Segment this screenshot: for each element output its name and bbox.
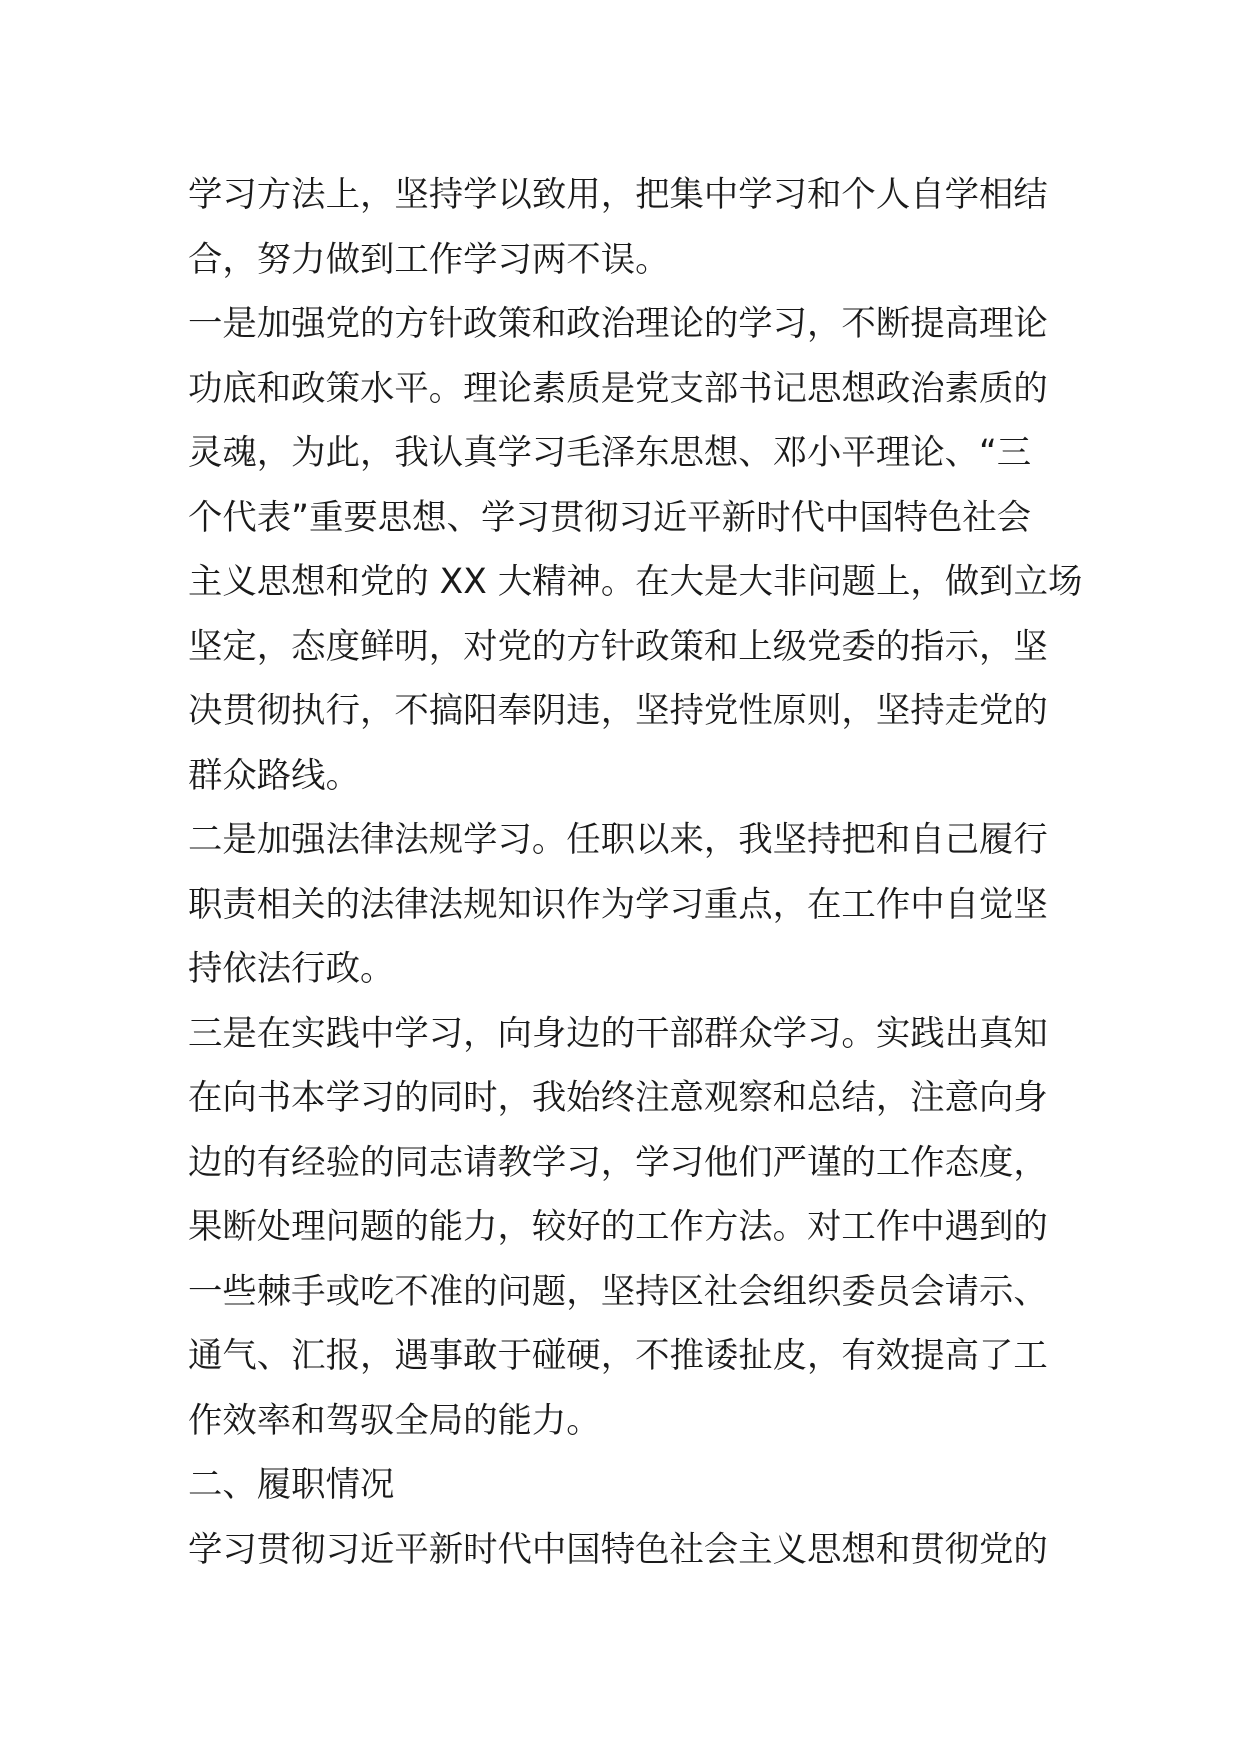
text-line: 边的有经验的同志请教学习，学习他们严谨的工作态度， [188, 1142, 1048, 1183]
text-line: 一是加强党的方针政策和政治理论的学习，不断提高理论 [188, 304, 1048, 344]
text-line: 群众路线。 [188, 755, 360, 796]
text-line: 个代表”重要思想、学习贯彻习近平新时代中国特色社会 [188, 497, 1032, 538]
document-body-text [188, 163, 1083, 1582]
text-line: 作效率和驾驭全局的能力。 [188, 1400, 601, 1441]
text-line: 职责相关的法律法规知识作为学习重点，在工作中自觉坚 [188, 884, 1048, 925]
text-line: 功底和政策水平。理论素质是党支部书记思想政治素质的 [188, 368, 1048, 409]
text-line: 持依法行政。 [188, 949, 395, 989]
text-line: 三是在实践中学习，向身边的干部群众学习。实践出真知 [188, 1013, 1048, 1054]
text-line: 灵魂，为此，我认真学习毛泽东思想、邓小平理论、“三 [188, 433, 1032, 473]
section-heading: 二、履职情况 [188, 1465, 395, 1505]
text-line: 坚定，态度鲜明，对党的方针政策和上级党委的指示，坚 [188, 626, 1048, 667]
text-line: 在向书本学习的同时，我始终注意观察和总结，注意向身 [188, 1078, 1048, 1118]
text-line: 学习贯彻习近平新时代中国特色社会主义思想和贯彻党的 [188, 1529, 1048, 1570]
text-line: 一些棘手或吃不准的问题，坚持区社会组织委员会请示、 [188, 1271, 1048, 1312]
text-line: 通气、汇报，遇事敢于碰硬，不推诿扯皮，有效提高了工 [188, 1336, 1048, 1376]
text-line: 决贯彻执行，不搞阳奉阴违，坚持党性原则，坚持走党的 [188, 691, 1048, 731]
text-line: 学习方法上，坚持学以致用，把集中学习和个人自学相结 [188, 175, 1048, 215]
text-line: 合，努力做到工作学习两不误。 [188, 239, 670, 280]
text-line: 果断处理问题的能力，较好的工作方法。对工作中遇到的 [188, 1207, 1048, 1247]
text-line: 二是加强法律法规学习。任职以来，我坚持把和自己履行 [188, 820, 1048, 860]
text-line: 主义思想和党的 XX 大精神。在大是大非问题上，做到立场 [188, 562, 1083, 602]
